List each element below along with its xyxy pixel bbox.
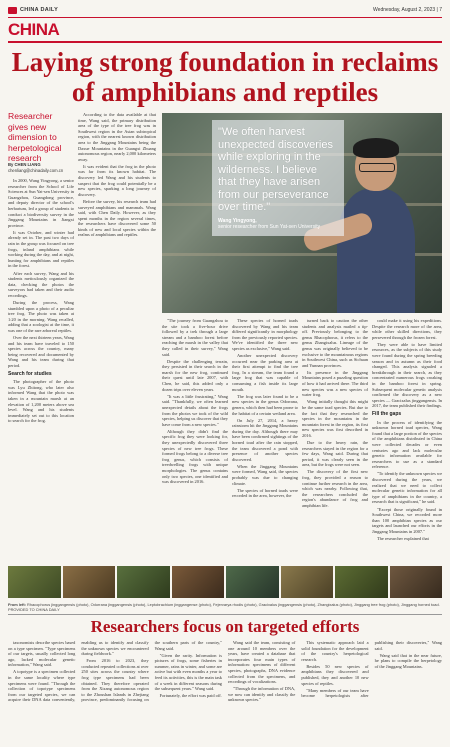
paragraph: In 2000, Wang Yingyong, a senior researcher from the School of Life Sciences at Sun Yat-sen University in Guangzhou, Guangdong province, and deputy director of the school's herbarium, led a group of students to conduct a biodiversity survey in the Jinggang Mountains in Jiangxi province.	[8, 178, 74, 228]
paragraph: In the process of identifying the unknown horned toad species, Wang found that a large portion of the species of the amphibians distributed in China were collected decades or even centuries ago and lack molecular genetic information available for researchers to use as a standard reference.	[372, 419, 442, 470]
caption-label: From left:	[8, 602, 26, 607]
frog-photo	[172, 566, 225, 598]
paper-name: CHINA DAILY	[20, 7, 59, 13]
frog-photo	[335, 566, 388, 598]
paragraph: Due to the heavy rain, the researchers stayed in the region for a few days, Wang said. During that period, it was clearly seen in the area, but the frogs were not seen.	[302, 439, 368, 468]
paragraph: These species of horned toads discovered by Wang and his team differed significantly in morphology from the previously reported species. We've identified the three new species as exclusive," Wang said.	[232, 318, 298, 351]
frog-photo	[63, 566, 116, 598]
quote-speaker: Wang Yingyong,	[218, 217, 257, 224]
paragraph: Besides 50 new species of amphibians they discovered and published, they and another 10 new species of reptiles.	[301, 663, 369, 686]
paragraph: The photographer of the photo was Lyu Zhitong, who later also informed Wang that the photo was taken in a mountain marsh at an elevation of 1,200 meters above sea level. Wang and his students immediately set out to this location to search for the frog.	[8, 379, 74, 424]
masthead-logo	[8, 7, 58, 14]
paragraph: Another unexpected discovery occurred near the parking area at their first attempt to find the tree frog. In a stream, the team found a large frog that was capable of consuming a fish inside its large mouth.	[232, 353, 298, 392]
paragraph: During the process, Wang stumbled upon a photo of a peculiar tree frog. The photo was taken at 1:20 in the morning. Wang recalled, adding that a zoologist at the time, it was one of the rare arboreal reptiles.	[8, 299, 74, 333]
paragraph: On July 27, 2014, a heavy rainstorm hit the Jinggang Mountains during the day. Although there may have been confirmed sightings of the horned toad after the rain stopped, the team discovered a pond with presence of another species discovered.	[232, 417, 298, 462]
story-column-3	[162, 318, 228, 563]
mid-rule	[8, 614, 442, 615]
paragraph: After each survey, Wang and his students meticulously organized the data, checking the photos the surveyors had taken and their audio recordings.	[8, 270, 74, 298]
paragraph: Despite the challenging terrain, they persisted in their search in the marsh for the new frog, continued their quest until late 2007, with Chen, he said, this added only a dozen trips over eleven years.	[162, 358, 228, 392]
logo-mark-icon	[8, 7, 17, 14]
paragraph: Although they didn't find the specific frog they were looking for, they unexpectedly discovered three species of new tree frogs. These formed frogs belong to a diverse tree frog genus, which consists of treedwelling frogs with unique morphologies. The genus contains only two species, one identified and was discovered in 2016.	[162, 428, 228, 485]
byline-author: By CHEN LIANG	[8, 162, 41, 167]
frog-photo-strip	[8, 566, 442, 598]
frog-photo	[226, 566, 279, 598]
paragraph: Fortunately, the effort was paid off.	[159, 693, 222, 699]
paragraph: A topotype is a specimen collected in the same locality where type specimens were found. "Through the collection of topotype specimens from our targeted species, we can acquire their DNA data conveniently, enabling us to identify and classify the unknown species we encountered during fieldwork."	[8, 640, 149, 703]
paragraph: They were able to have limited resources, as the subjects of this study were found during the spring breeding season and in autumn as their food changed. This analysis signaled a breakthrough in their search, as they concentrated numerous frogs croaking in the bamboo forest in spring. Subsequent molecular genetic analysis confirmed the discovery as a new species — Gracixalus jinggangensis. In 2017, the team published their findings.	[372, 341, 442, 409]
page-info: Wednesday, August 2, 2023 | 7	[373, 7, 442, 13]
subhead: Search for studies	[8, 370, 52, 377]
byline-email: chenliang@chinadaily.com.cn	[8, 167, 64, 173]
caption-text: Rhacophorus jinggangensis (photo), Odorrana jinggangensis (photo), Leptobrachium jinggangense (photo), Fejervarya rhodis (photo), Gracixalus jinggangensis (photo), Zhangixalus (photo), Jinggang tree frog (photo), Jinggang horned toad. PROVIDED TO CHINA DAILY	[8, 602, 440, 612]
paragraph: When the Jinggang Mountains were formed, Wang said, the species probably was due to changing climate.	[232, 463, 298, 486]
story-column-4	[232, 318, 298, 563]
paragraph: This systematic approach laid a solid foundation for the development of the country's herpetological research.	[301, 640, 369, 662]
paragraph: "Through the information of DNA, we now can identify and classify the unknown species."	[227, 686, 296, 703]
paragraph: Wang said the team, consisting of one around 10 members over the years, have created a database that incorporates four main types of information: specimens of different species, photographs, DNA evidence collected from the specimens, and recordings of vocalizations.	[227, 640, 296, 685]
frog-photo	[390, 566, 443, 598]
quote-attribution	[218, 218, 338, 230]
paragraph: "The journey from Guangzhou to the site took a five-hour drive followed by a trek through a large stream and a bamboo forest before reaching the marsh in the valley that they called in their survey," Wang said.	[162, 318, 228, 357]
section-rule	[8, 41, 442, 43]
paragraph: "It was a little frustrating," Wang said. "Thankfully, we often learned unexpected details about the frogs from the photos we took of the wild species, helping us discover that they have come from a new species."	[162, 393, 228, 427]
paragraph: Over the next thirteen years, Wang and his team have traveled to 150 species across the country, many being recovered and documented by Wang and his team during that period.	[8, 335, 74, 368]
paragraph: According to the data available at that time, Wang said, the primary distribution area of the type of the tree frog was in Southwest region in the Asian subtropical region, with the nearest known distribution area to the Jinggang Mountains being the Daxue Mountains in the Guangxi Zhuang autonomous region, nearly 2,000 kilometers away.	[78, 112, 156, 162]
top-rule	[8, 17, 442, 18]
paragraph: "To identify the unknown species we discovered during the years, we realized that we need to collect molecular genetic information for all type of amphibians in the country, a research that is significant," he said.	[372, 471, 442, 505]
paragraph: "Many members of our team have become herpetologists after publishing their discoveries," Wang said.	[301, 640, 442, 699]
paragraph: Wang initially thought this might be the same toad species. But due to the fact that they researched the species in the mountains in the mountain forest in the region, its first new species was first described in 2016.	[302, 399, 368, 438]
subhead: Fill the gaps	[372, 411, 402, 417]
paragraph: Its presence in the Jinggang Mountains posed a puzzling question of how it had arrived there. The third new species was a new species of water frog.	[302, 369, 368, 398]
story-column-6	[372, 318, 442, 563]
researcher-figure	[337, 141, 415, 313]
paragraph: could make it using his expeditions. Despite the research more of the area, while other skilled directions, they persevered through the frozen forest.	[372, 318, 442, 340]
paragraph: It was October, and winter had already set in. The past two days of rain in the group was focused on tree frogs, inland amphibians while working during the day, and at night, hunting for amphibians and reptiles in the forest.	[8, 229, 74, 269]
paragraph: "Given the rarity. Information is pictures of frogs, some fisheries in summer, rains in winter, and some are active but with even months a year to feed its activities, this is the main task of a week in different seasons during the subsequent years." Wang said.	[154, 652, 222, 692]
second-headline: Researchers focus on targeted efforts	[90, 617, 360, 636]
section-title: CHINA	[8, 20, 60, 39]
story-column-5	[302, 318, 368, 563]
frog-photo	[117, 566, 170, 598]
paragraph: "Except those originally found in Southwest China, we recorded more than 100 amphibian species as our targets and launched our efforts in the Jinggang Mountains in 2007."	[372, 506, 442, 534]
pull-quote	[212, 120, 344, 236]
paragraph: It was evident that the frog in the photo was far from its known habitat. The discovery led Wang and his students to suspect that the frog could potentially be a new species, sparking a long journey of discovery.	[78, 163, 156, 197]
frog-photo	[281, 566, 334, 598]
paragraph: From 2016 to 2023, they conducted repeated collections at over 250 sites across the country where frog type specimens had been obtained. They therefore operated from the Xizang autonomous region to the Zhoushan Islands in Zhejiang province, predominantly focusing on the southern parts of the country," Wang said.	[81, 640, 222, 703]
masthead	[8, 4, 442, 16]
story-column-2	[78, 112, 156, 563]
quote-text: "We often harvest unexpected discoveries while exploring in the wilderness. I believe that they have arisen from our perseverance over time."	[218, 126, 333, 213]
story-column-1	[8, 178, 74, 563]
frog-photo	[8, 566, 61, 598]
deck: Researcher gives new dimension to herpetological research	[8, 111, 62, 163]
paragraph: turned back to caution the other students and analysis mailed a tip-off. Previously belonging to the genus Rhacophorus, it refers to the genus Zhangixalus. Lineage of the genus was originally believed to be exclusive to the mountainous regions in Southwest China, such as Sichuan and Yunnan provinces.	[302, 318, 368, 368]
paragraph: The researcher explained that	[377, 535, 429, 541]
photo-caption	[8, 602, 442, 612]
paragraph: The discovery of the first new frog, they provided a reason to continue further research in the area, which was nearby. Following that, the researchers concluded the region's abundance of frog and amphibian life.	[302, 469, 368, 508]
headline: Laying strong foundation in reclaims of amphibians and reptiles	[11, 47, 439, 107]
quote-title: senior researcher from Sun Yat-sen University	[218, 223, 321, 230]
paragraph: taxonomists describe species based on a type specimen. "Type specimens of our targets, usually collected long ago, lacked molecular genetic information," Wang said.	[8, 640, 76, 668]
paragraph: Before the survey, his research team had surveyed amphibians and mammals. Wang said, with Chen Daily. However, as they spent months in the region several times, the researchers have discovered some 50 kinds of new and local species within the realms of amphibians and reptiles.	[78, 198, 156, 238]
paragraph: The species of horned toads were recorded in the area, however, the	[232, 487, 298, 499]
paragraph: The frog was later found to be a new species in the genus Odorrana, genera, which then had been prone to the habitat of a certain wetland area.	[232, 393, 298, 416]
paragraph: Wang said that in the near future, he plans to compile the herpetology of the Jinggang Mountains.	[374, 652, 442, 669]
story-column-7	[8, 640, 442, 742]
byline	[8, 162, 74, 173]
